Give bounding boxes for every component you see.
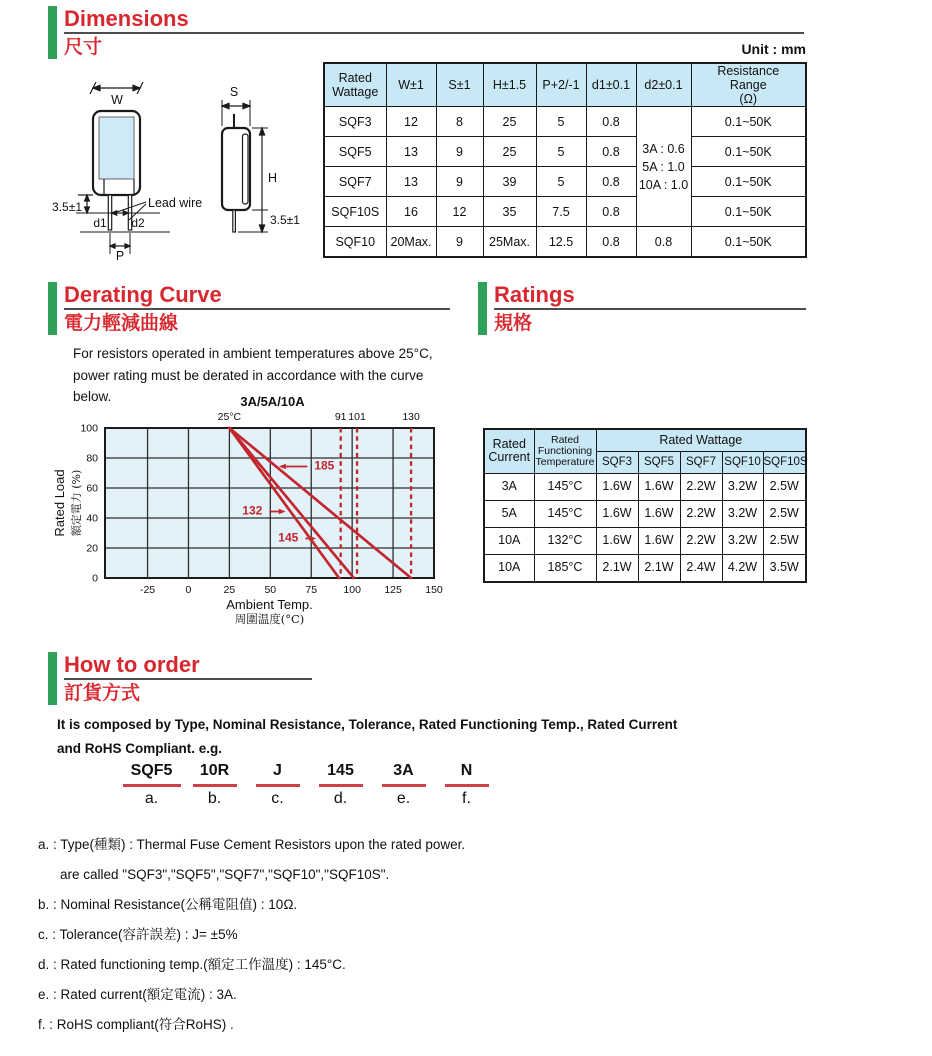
table-cell: SQF3 (324, 107, 386, 137)
derating-note-line: For resistors operated in ambient temperatures above 25°C, (73, 346, 433, 361)
dim-label-lead-front: 3.5±1 (52, 200, 82, 214)
table-cell: 12 (436, 197, 483, 227)
derating-chart (50, 394, 450, 640)
order-note-line: b. : Nominal Resistance(公稱電阻值) : 10Ω. (38, 897, 298, 912)
rated-wattage-group-header: Rated Wattage (596, 429, 806, 451)
chart-title: 3A/5A/10A (240, 394, 305, 409)
table-cell: SQF5 (324, 137, 386, 167)
derating-chart-host (50, 394, 450, 645)
order-code-letter: e. (396, 789, 411, 807)
table-cell: 5 (536, 107, 586, 137)
table-cell: 9 (436, 227, 483, 258)
x-tick-label: 25 (223, 584, 236, 596)
section-subtitle-dimensions-zh: 尺寸 (64, 37, 103, 58)
table-cell: 1.6W (638, 473, 680, 500)
derating-note-line: power rating must be derated in accordance with the curve (73, 367, 424, 383)
y-tick-label: 60 (86, 482, 98, 495)
dim-column-header: H±1.5 (483, 63, 536, 107)
order-code-col (183, 762, 246, 808)
x-tick-label: 125 (384, 584, 402, 596)
order-code-value: SQF5 (130, 762, 173, 779)
order-code-value: 3A (393, 762, 414, 779)
table-cell: 1.6W (596, 500, 638, 527)
table-row (484, 473, 806, 500)
order-code-letter: a. (144, 789, 159, 807)
table-cell: 0.1~50K (691, 197, 806, 227)
y-tick-label: 80 (86, 452, 98, 465)
dimensions-table (323, 62, 807, 258)
table-cell: 0.8 (586, 227, 636, 258)
table-header-row (324, 63, 806, 107)
table-cell: 12 (386, 107, 436, 137)
section-accent-bar (48, 6, 57, 59)
top-label-25c: 25°C (217, 411, 242, 423)
table-cell: 4.2W (722, 554, 763, 582)
table-cell: 2.5W (763, 473, 806, 500)
y-tick-label: 20 (86, 542, 98, 555)
table-cell: 145°C (534, 500, 596, 527)
vline-label: 101 (348, 411, 366, 423)
order-code-value: J (273, 762, 282, 779)
table-cell: 16 (386, 197, 436, 227)
diagram-labels (52, 85, 300, 263)
order-note-line: e. : Rated current(額定電流) : 3A. (38, 987, 237, 1002)
table-cell: 10A (484, 527, 534, 554)
rated-current-header: Rated Current (484, 429, 534, 473)
x-axis-label: Ambient Temp. (226, 597, 313, 612)
table-cell: 5A (484, 500, 534, 527)
table-cell: 25 (483, 137, 536, 167)
y-tick-label: 100 (80, 422, 98, 435)
section-header-order (48, 652, 312, 706)
order-notes (38, 830, 465, 1040)
rated-functioning-temp-header: Rated Functioning Temperature (534, 429, 596, 473)
dim-label-w: W (111, 93, 123, 107)
table-cell: 5 (536, 137, 586, 167)
order-code-underline (319, 784, 363, 787)
table-cell: 12.5 (536, 227, 586, 258)
section-accent-bar (48, 652, 57, 705)
dim-column-header: Resistance Range (Ω) (691, 63, 806, 107)
section-rule (64, 678, 312, 680)
table-cell: 39 (483, 167, 536, 197)
y-tick-label: 0 (92, 572, 98, 585)
lead-wire-label: Lead wire (148, 196, 203, 210)
vline-label: 130 (402, 411, 420, 423)
table-cell: 0.8 (636, 227, 691, 258)
table-cell: 25 (483, 107, 536, 137)
dim-label-p: P (115, 249, 125, 263)
table-cell: 0.1~50K (691, 137, 806, 167)
table-cell: 1.6W (638, 527, 680, 554)
table-cell: SQF10 (324, 227, 386, 258)
table-row (484, 527, 806, 554)
table-cell: 3.2W (722, 527, 763, 554)
table-cell: 2.5W (763, 527, 806, 554)
table-header-row (484, 429, 806, 451)
order-note-line: d. : Rated functioning temp.(額定工作溫度) : 145°C. (38, 957, 346, 972)
order-intro-line: and RoHS Compliant. e.g. (57, 741, 223, 756)
table-cell: 2.1W (638, 554, 680, 582)
table-cell: 2.4W (680, 554, 722, 582)
order-code-underline (382, 784, 426, 787)
order-code-col (246, 762, 309, 808)
table-cell: 2.1W (596, 554, 638, 582)
table-cell: 3.5W (763, 554, 806, 582)
table-cell: SQF7 (324, 167, 386, 197)
dimensions-table-host (323, 62, 807, 258)
order-note-line: a. : Type(種類) : Thermal Fuse Cement Resistors upon the rated power. (38, 837, 466, 852)
y-axis-label: Rated Load (52, 469, 67, 537)
order-code-col (309, 762, 372, 808)
x-tick-label: 0 (185, 584, 192, 596)
table-row (484, 500, 806, 527)
table-cell: 0.8 (586, 197, 636, 227)
side-view (222, 100, 268, 232)
dim-column-header: S±1 (436, 63, 483, 107)
table-cell: 1.6W (638, 500, 680, 527)
order-code-underline (193, 784, 237, 787)
x-tick-label: 150 (425, 584, 443, 596)
order-code-value: 10R (199, 762, 230, 779)
derating-note-line: below. (73, 389, 112, 404)
table-cell: 145°C (534, 473, 596, 500)
table-cell: 9 (436, 167, 483, 197)
model-column-header: SQF7 (680, 451, 722, 473)
ratings-table-host (483, 428, 807, 583)
order-code-letter: b. (207, 789, 222, 807)
x-tick-label: 50 (264, 584, 277, 596)
order-code-underline (445, 784, 489, 787)
model-column-header: SQF5 (638, 451, 680, 473)
front-view (76, 82, 170, 254)
section-subtitle-ratings-zh: 規格 (494, 313, 533, 334)
model-column-header: SQF3 (596, 451, 638, 473)
table-cell: 9 (436, 137, 483, 167)
table-row (324, 197, 806, 227)
table-cell: 13 (386, 137, 436, 167)
section-title-ratings: Ratings (494, 282, 575, 307)
dim-label-d1: d1 (93, 216, 107, 230)
table-cell: 1.6W (596, 473, 638, 500)
x-axis-label-zh: 周圍温度(°C) (234, 612, 305, 626)
order-code-value: 145 (327, 762, 354, 779)
order-code-underline (256, 784, 300, 787)
dim-column-header: d1±0.1 (586, 63, 636, 107)
order-note-line: are called "SQF3","SQF5","SQF7","SQF10","SQF10S". (60, 867, 390, 882)
x-tick-label: 75 (305, 584, 318, 596)
x-tick-label: 100 (343, 584, 361, 596)
order-code-col (120, 762, 183, 808)
order-code-letter: d. (333, 789, 348, 807)
order-note-line: f. : RoHS compliant(符合RoHS) . (38, 1017, 234, 1032)
dim-column-header: d2±0.1 (636, 63, 691, 107)
section-accent-bar (48, 282, 57, 335)
section-subtitle-order-zh: 訂貨方式 (64, 683, 141, 704)
table-cell: 13 (386, 167, 436, 197)
table-cell: 20Max. (386, 227, 436, 258)
table-cell: 0.1~50K (691, 167, 806, 197)
y-tick-label: 40 (86, 512, 98, 525)
order-code-col (372, 762, 435, 808)
table-cell: 25Max. (483, 227, 536, 258)
table-cell: 2.2W (680, 500, 722, 527)
table-cell: 2.5W (763, 500, 806, 527)
dim-label-h: H (268, 171, 278, 185)
section-rule (494, 308, 806, 310)
table-cell: 132°C (534, 527, 596, 554)
section-title-derating: Derating Curve (64, 282, 222, 307)
table-cell: 3.2W (722, 473, 763, 500)
section-header-derating (48, 282, 450, 336)
vline-label: 91 (334, 411, 347, 423)
table-cell: 2.2W (680, 527, 722, 554)
curve-label-185: 185 (314, 458, 335, 473)
table-row (324, 227, 806, 258)
order-code-letter: f. (462, 789, 471, 807)
section-header-ratings (478, 282, 806, 336)
dim-label-d2: d2 (131, 216, 145, 230)
unit-label: Unit : mm (741, 41, 806, 57)
table-cell: 10A (484, 554, 534, 582)
section-title-order: How to order (64, 652, 200, 677)
curve-label-145: 145 (278, 530, 299, 545)
table-row (484, 554, 806, 582)
table-row (324, 167, 806, 197)
curve-label-132: 132 (242, 503, 263, 518)
table-cell: 3.2W (722, 500, 763, 527)
ratings-table (483, 428, 807, 583)
table-cell-d2-merged: 3A : 0.6 5A : 1.0 10A : 1.0 (636, 107, 691, 227)
section-subtitle-derating-zh: 電力輕減曲線 (64, 313, 179, 334)
table-cell: SQF10S (324, 197, 386, 227)
table-cell: 0.8 (586, 137, 636, 167)
order-code-col (435, 762, 498, 808)
dim-column-header: W±1 (386, 63, 436, 107)
table-cell: 185°C (534, 554, 596, 582)
dimensions-diagram (20, 80, 320, 266)
y-axis-label-zh: 額定電力 (%) (70, 469, 83, 537)
table-cell: 0.8 (586, 107, 636, 137)
dim-column-header: Rated Wattage (324, 63, 386, 107)
dim-label-lead-side: 3.5±1 (270, 213, 300, 227)
table-cell: 2.2W (680, 473, 722, 500)
dim-column-header: P+2/-1 (536, 63, 586, 107)
table-cell: 5 (536, 167, 586, 197)
table-cell: 0.1~50K (691, 227, 806, 258)
section-rule (64, 308, 450, 310)
section-rule (64, 32, 804, 34)
table-row (324, 137, 806, 167)
table-row (324, 107, 806, 137)
model-column-header: SQF10 (722, 451, 763, 473)
order-note-line: c. : Tolerance(容許誤差) : J= ±5% (38, 927, 238, 942)
table-cell: 0.8 (586, 167, 636, 197)
order-code-letter: c. (271, 789, 284, 807)
table-cell: 35 (483, 197, 536, 227)
order-code-value: N (460, 762, 473, 779)
table-cell: 3A (484, 473, 534, 500)
model-column-header: SQF10S (763, 451, 806, 473)
x-tick-label: -25 (139, 584, 156, 596)
section-title-dimensions: Dimensions (64, 6, 189, 31)
table-cell: 1.6W (596, 527, 638, 554)
order-code-row (120, 762, 498, 808)
table-cell: 0.1~50K (691, 107, 806, 137)
order-intro-line: It is composed by Type, Nominal Resistance, Tolerance, Rated Functioning Temp., Rated Current (57, 717, 678, 732)
order-intro (57, 713, 677, 761)
section-accent-bar (478, 282, 487, 335)
order-code-underline (123, 784, 181, 787)
table-cell: 7.5 (536, 197, 586, 227)
dim-label-s: S (229, 85, 239, 99)
table-cell: 8 (436, 107, 483, 137)
